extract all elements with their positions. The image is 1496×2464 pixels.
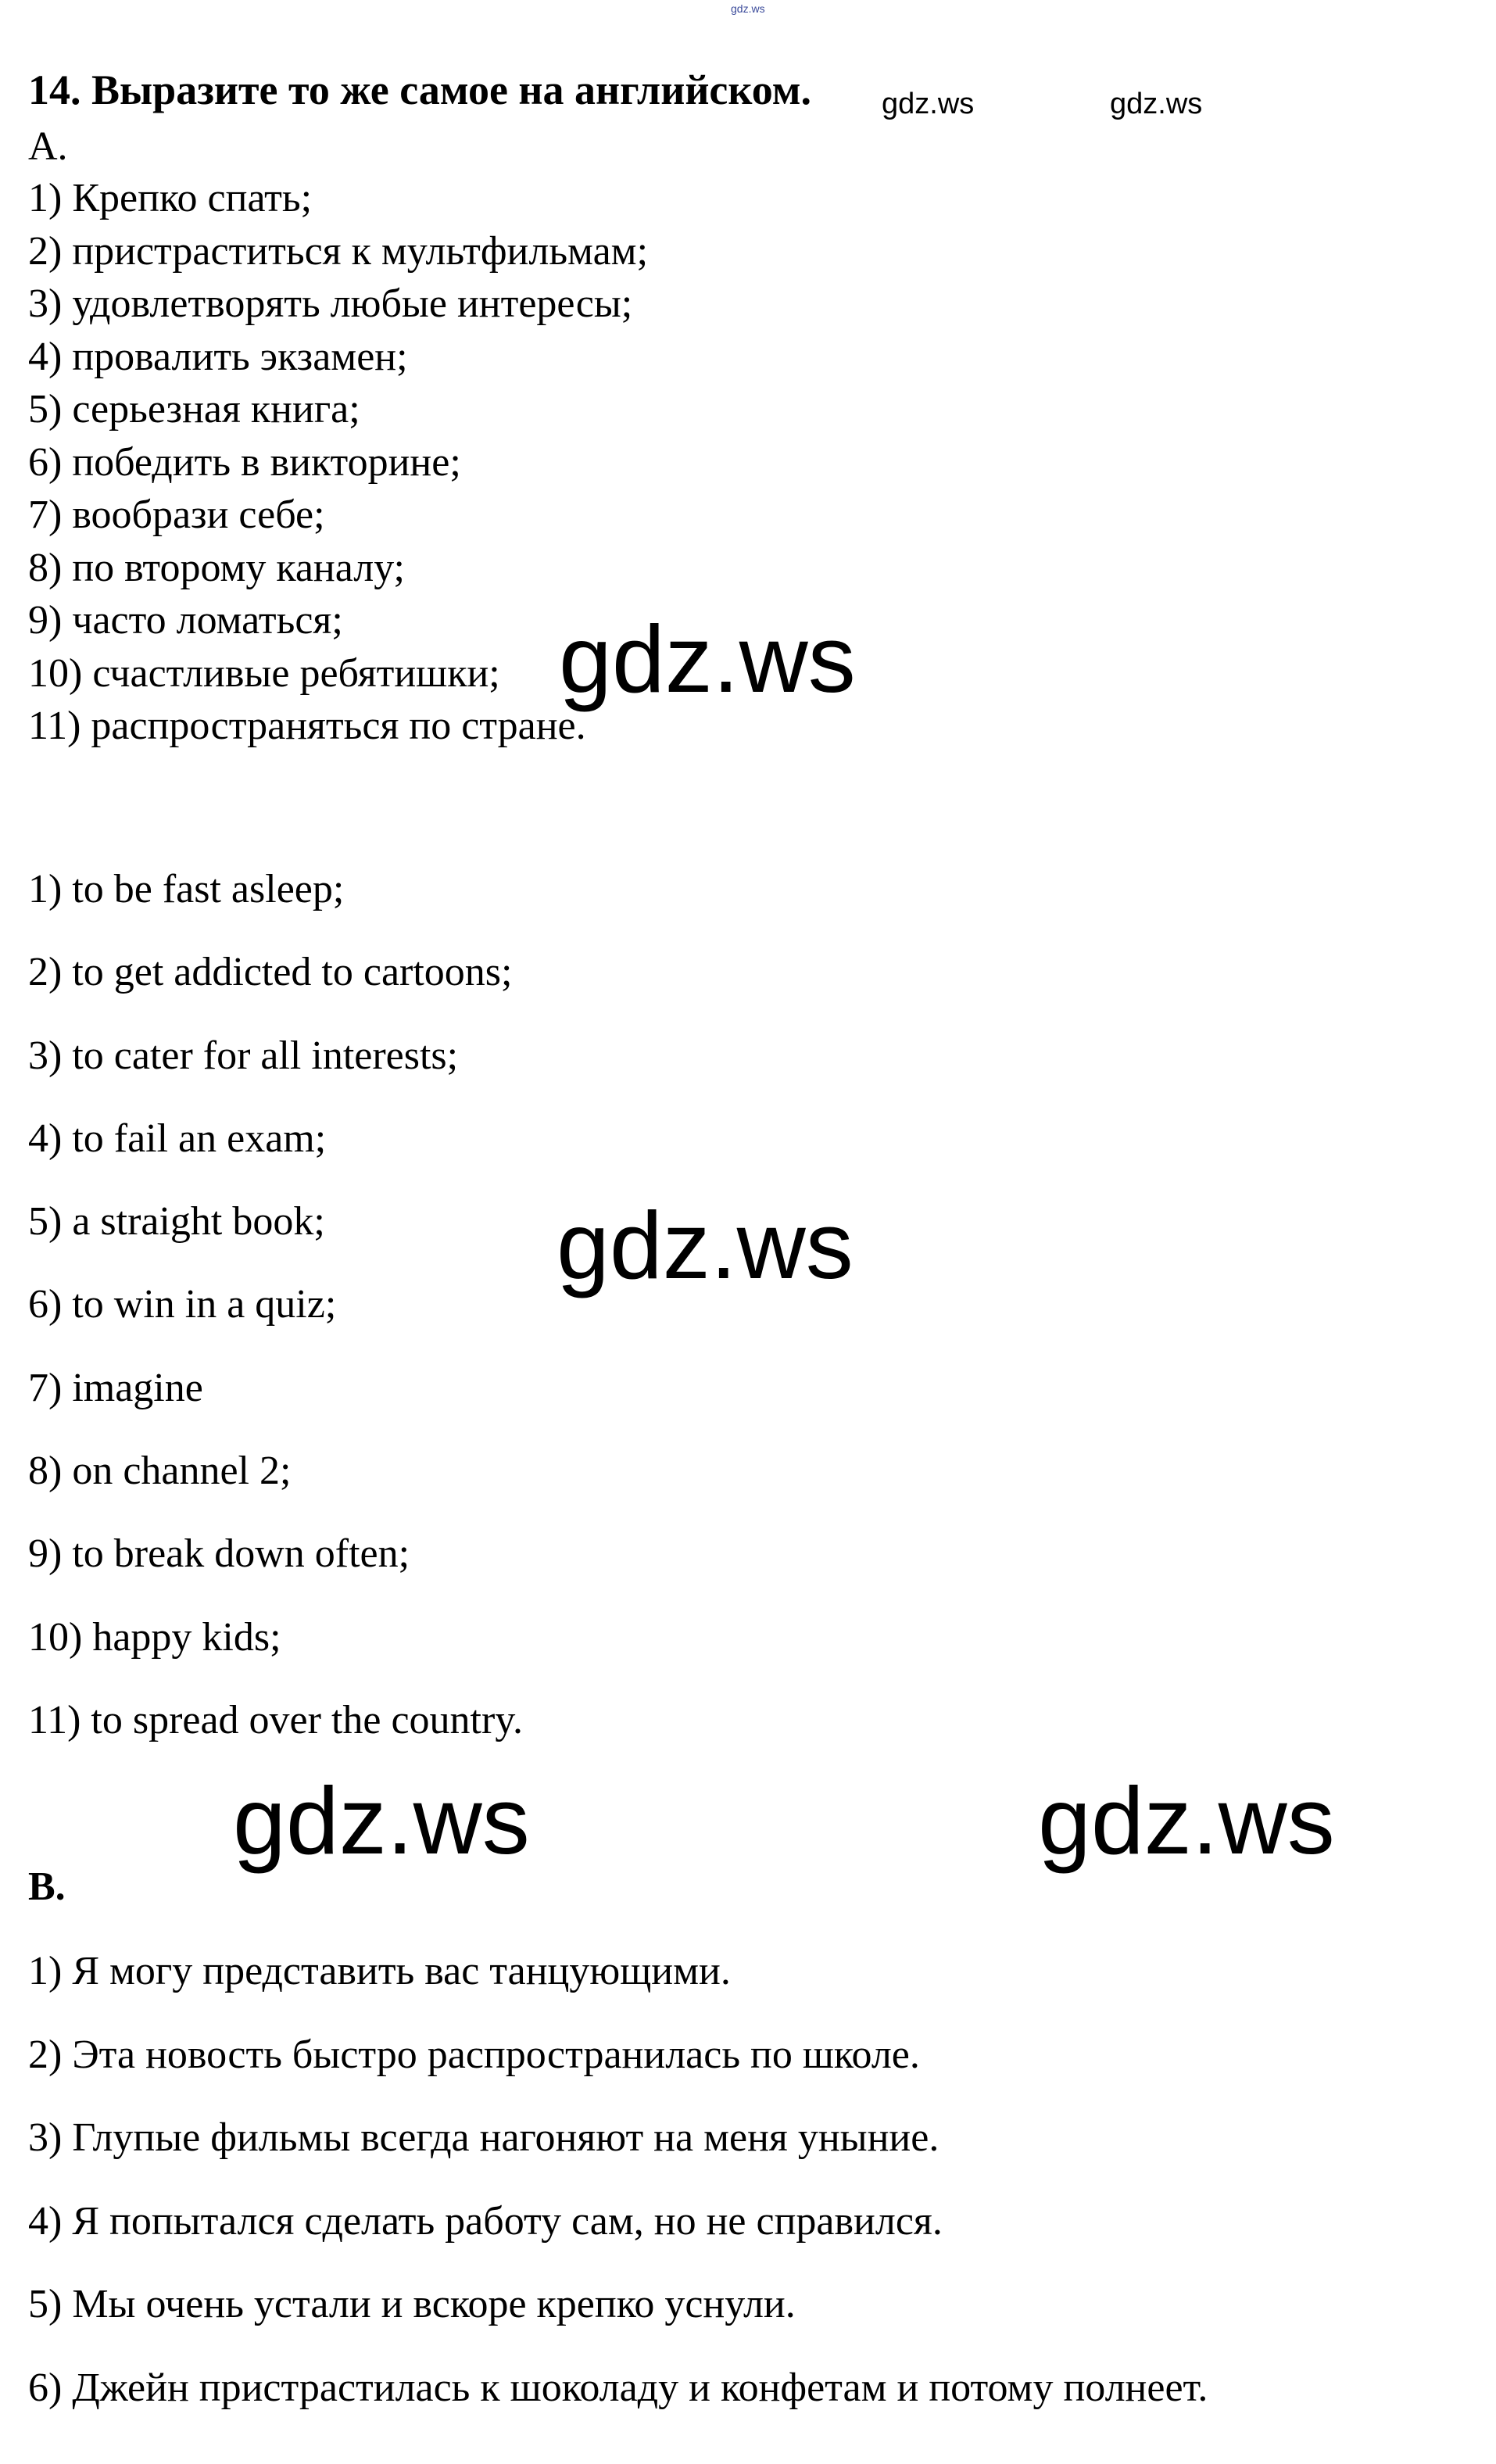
list-item: 11) to spread over the country.: [28, 1697, 523, 1742]
watermark: gdz.ws: [1110, 88, 1203, 120]
list-item: 7) вообрази себе;: [28, 492, 325, 537]
list-item: 8) по второму каналу;: [28, 545, 405, 590]
list-item: 9) to break down often;: [28, 1531, 410, 1577]
list-item: 5) серьезная книга;: [28, 387, 360, 432]
list-item: 3) to cater for all interests;: [28, 1033, 459, 1078]
list-item: 11) распространяться по стране.: [28, 704, 586, 748]
list-item: 9) часто ломаться;: [28, 598, 343, 643]
list-item: 5) Мы очень устали и вскоре крепко уснули.: [28, 2282, 796, 2326]
section-a-english-list: [28, 869, 523, 1783]
list-item: 1) Я могу представить вас танцующими.: [28, 1949, 731, 1993]
list-item: 6) победить в викторине;: [28, 439, 461, 485]
list-item: 1) Крепко спать;: [28, 176, 313, 220]
section-a-label: А.: [28, 124, 68, 169]
list-item: 7) imagine: [28, 1365, 203, 1410]
watermark: gdz.ws: [557, 1192, 854, 1298]
watermark: gdz.ws: [559, 606, 856, 712]
list-item: 5) a straight book;: [28, 1199, 325, 1245]
list-item: 2) Эта новость быстро распространилась по школе.: [28, 2032, 920, 2077]
section-b-label: B.: [28, 1864, 66, 1909]
list-item: 1) to be fast asleep;: [28, 867, 345, 911]
list-item: 6) Джейн пристрастилась к шоколаду и конфетам и потому полнеет.: [28, 2365, 1208, 2410]
list-item: 4) провалить экзамен;: [28, 334, 408, 379]
list-item: 3) удовлетворять любые интересы;: [28, 281, 633, 326]
watermark: gdz.ws: [731, 2, 765, 15]
watermark: gdz.ws: [233, 1767, 530, 1874]
list-item: 8) on channel 2;: [28, 1449, 292, 1494]
list-item: 4) to fail an exam;: [28, 1116, 327, 1161]
list-item: 4) Я попытался сделать работу сам, но не справился.: [28, 2198, 943, 2244]
list-item: 10) счастливые ребятишки;: [28, 650, 500, 696]
watermark: gdz.ws: [882, 88, 975, 120]
list-item: 3) Глупые фильмы всегда нагоняют на меня уныние.: [28, 2115, 939, 2160]
section-b-russian-list: [28, 1951, 1208, 2451]
list-item: 2) пристраститься к мультфильмам;: [28, 228, 649, 274]
list-item: 10) happy kids;: [28, 1614, 281, 1660]
exercise-title: 14. Выразите то же самое на английском.: [28, 66, 812, 113]
list-item: 6) to win in a quiz;: [28, 1282, 337, 1327]
watermark: gdz.ws: [1038, 1767, 1335, 1874]
section-a-russian-list: [28, 178, 648, 759]
list-item: 2) to get addicted to cartoons;: [28, 950, 513, 995]
